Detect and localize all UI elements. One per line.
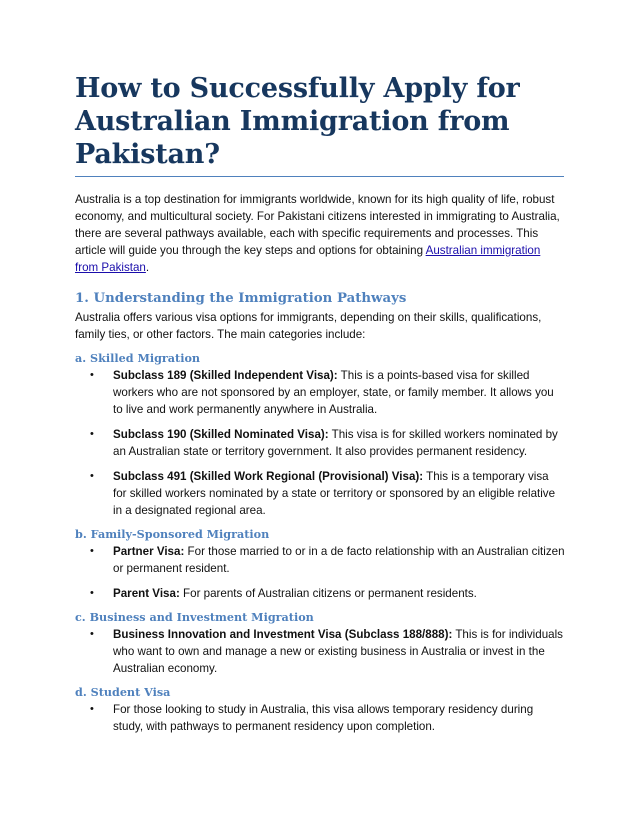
subheading-student-visa: d. Student Visa — [75, 685, 171, 699]
bullet-icon: • — [90, 428, 94, 440]
subheading-skilled-migration: a. Skilled Migration — [75, 351, 201, 365]
list-item — [75, 426, 565, 460]
bullet-icon: • — [90, 470, 94, 482]
bullet-icon: • — [90, 703, 94, 715]
visa-description: For parents of Australian citizens or permanent residents. — [179, 587, 477, 600]
subheading-family-migration: b. Family-Sponsored Migration — [75, 527, 270, 541]
visa-term: Subclass 491 (Skilled Work Regional (Provisional) Visa): — [113, 470, 424, 483]
visa-description: This visa is for skilled workers nominated by an Australian state or territory government. It also provides permanent residency. — [113, 428, 558, 458]
bullet-icon: • — [90, 628, 94, 640]
bullet-icon: • — [90, 587, 94, 599]
list-item — [75, 626, 565, 677]
visa-term: Parent Visa: — [113, 587, 180, 600]
student-visa-list — [75, 701, 565, 735]
visa-description: This is a points-based visa for skilled workers who are not sponsored by an employer, state, or family member. It allows you to live and work permanently anywhere in Australia. — [113, 369, 554, 416]
list-item — [75, 543, 565, 577]
intro-tail: . — [145, 261, 150, 274]
family-migration-list — [75, 543, 565, 602]
intro-paragraph — [75, 191, 565, 276]
intro-text: Australia is a top destination for immigrants worldwide, known for its high quality of life, robust economy, and multicultural society. For Pakistani citizens interested in immigrating to Australia, there are several pathways available, each with specific requirements and processes. This article will guide you through the key steps and options for obtaining — [75, 193, 560, 257]
bullet-icon: • — [90, 369, 94, 381]
title-divider — [75, 176, 564, 177]
bullet-icon: • — [90, 545, 94, 557]
business-migration-list — [75, 626, 565, 677]
document-page — [75, 72, 565, 735]
visa-description: This is a temporary visa for skilled workers nominated by a state or territory or sponsored by an eligible relative in a designated regional area. — [113, 470, 556, 517]
visa-term: Business Innovation and Investment Visa (Subclass 188/888): — [113, 628, 453, 641]
section-paragraph-pathways: Australia offers various visa options for immigrants, depending on their skills, qualifications, family ties, or other factors. The main categories include: — [75, 311, 542, 341]
visa-description: This is for individuals who want to own and manage a new or existing business in Australia or invest in the Australian economy. — [113, 628, 563, 675]
list-item — [75, 585, 565, 602]
section-heading-pathways: 1. Understanding the Immigration Pathways — [75, 291, 407, 306]
list-item — [75, 468, 565, 519]
immigration-link[interactable]: Australian immigration from Pakistan — [75, 244, 541, 274]
visa-description: For those looking to study in Australia, this visa allows temporary residency during study, with pathways to permanent residency upon completion. — [113, 703, 534, 733]
skilled-migration-list — [75, 367, 565, 519]
subheading-business-migration: c. Business and Investment Migration — [75, 610, 314, 624]
page-title: How to Successfully Apply for Australian Immigration from Pakistan? — [75, 73, 520, 170]
list-item — [75, 701, 565, 735]
visa-term: Subclass 190 (Skilled Nominated Visa): — [113, 428, 329, 441]
list-item — [75, 367, 565, 418]
visa-term: Subclass 189 (Skilled Independent Visa): — [113, 369, 338, 382]
visa-term: Partner Visa: — [113, 545, 185, 558]
visa-description: For those married to or in a de facto relationship with an Australian citizen or permanent resident. — [113, 545, 565, 575]
